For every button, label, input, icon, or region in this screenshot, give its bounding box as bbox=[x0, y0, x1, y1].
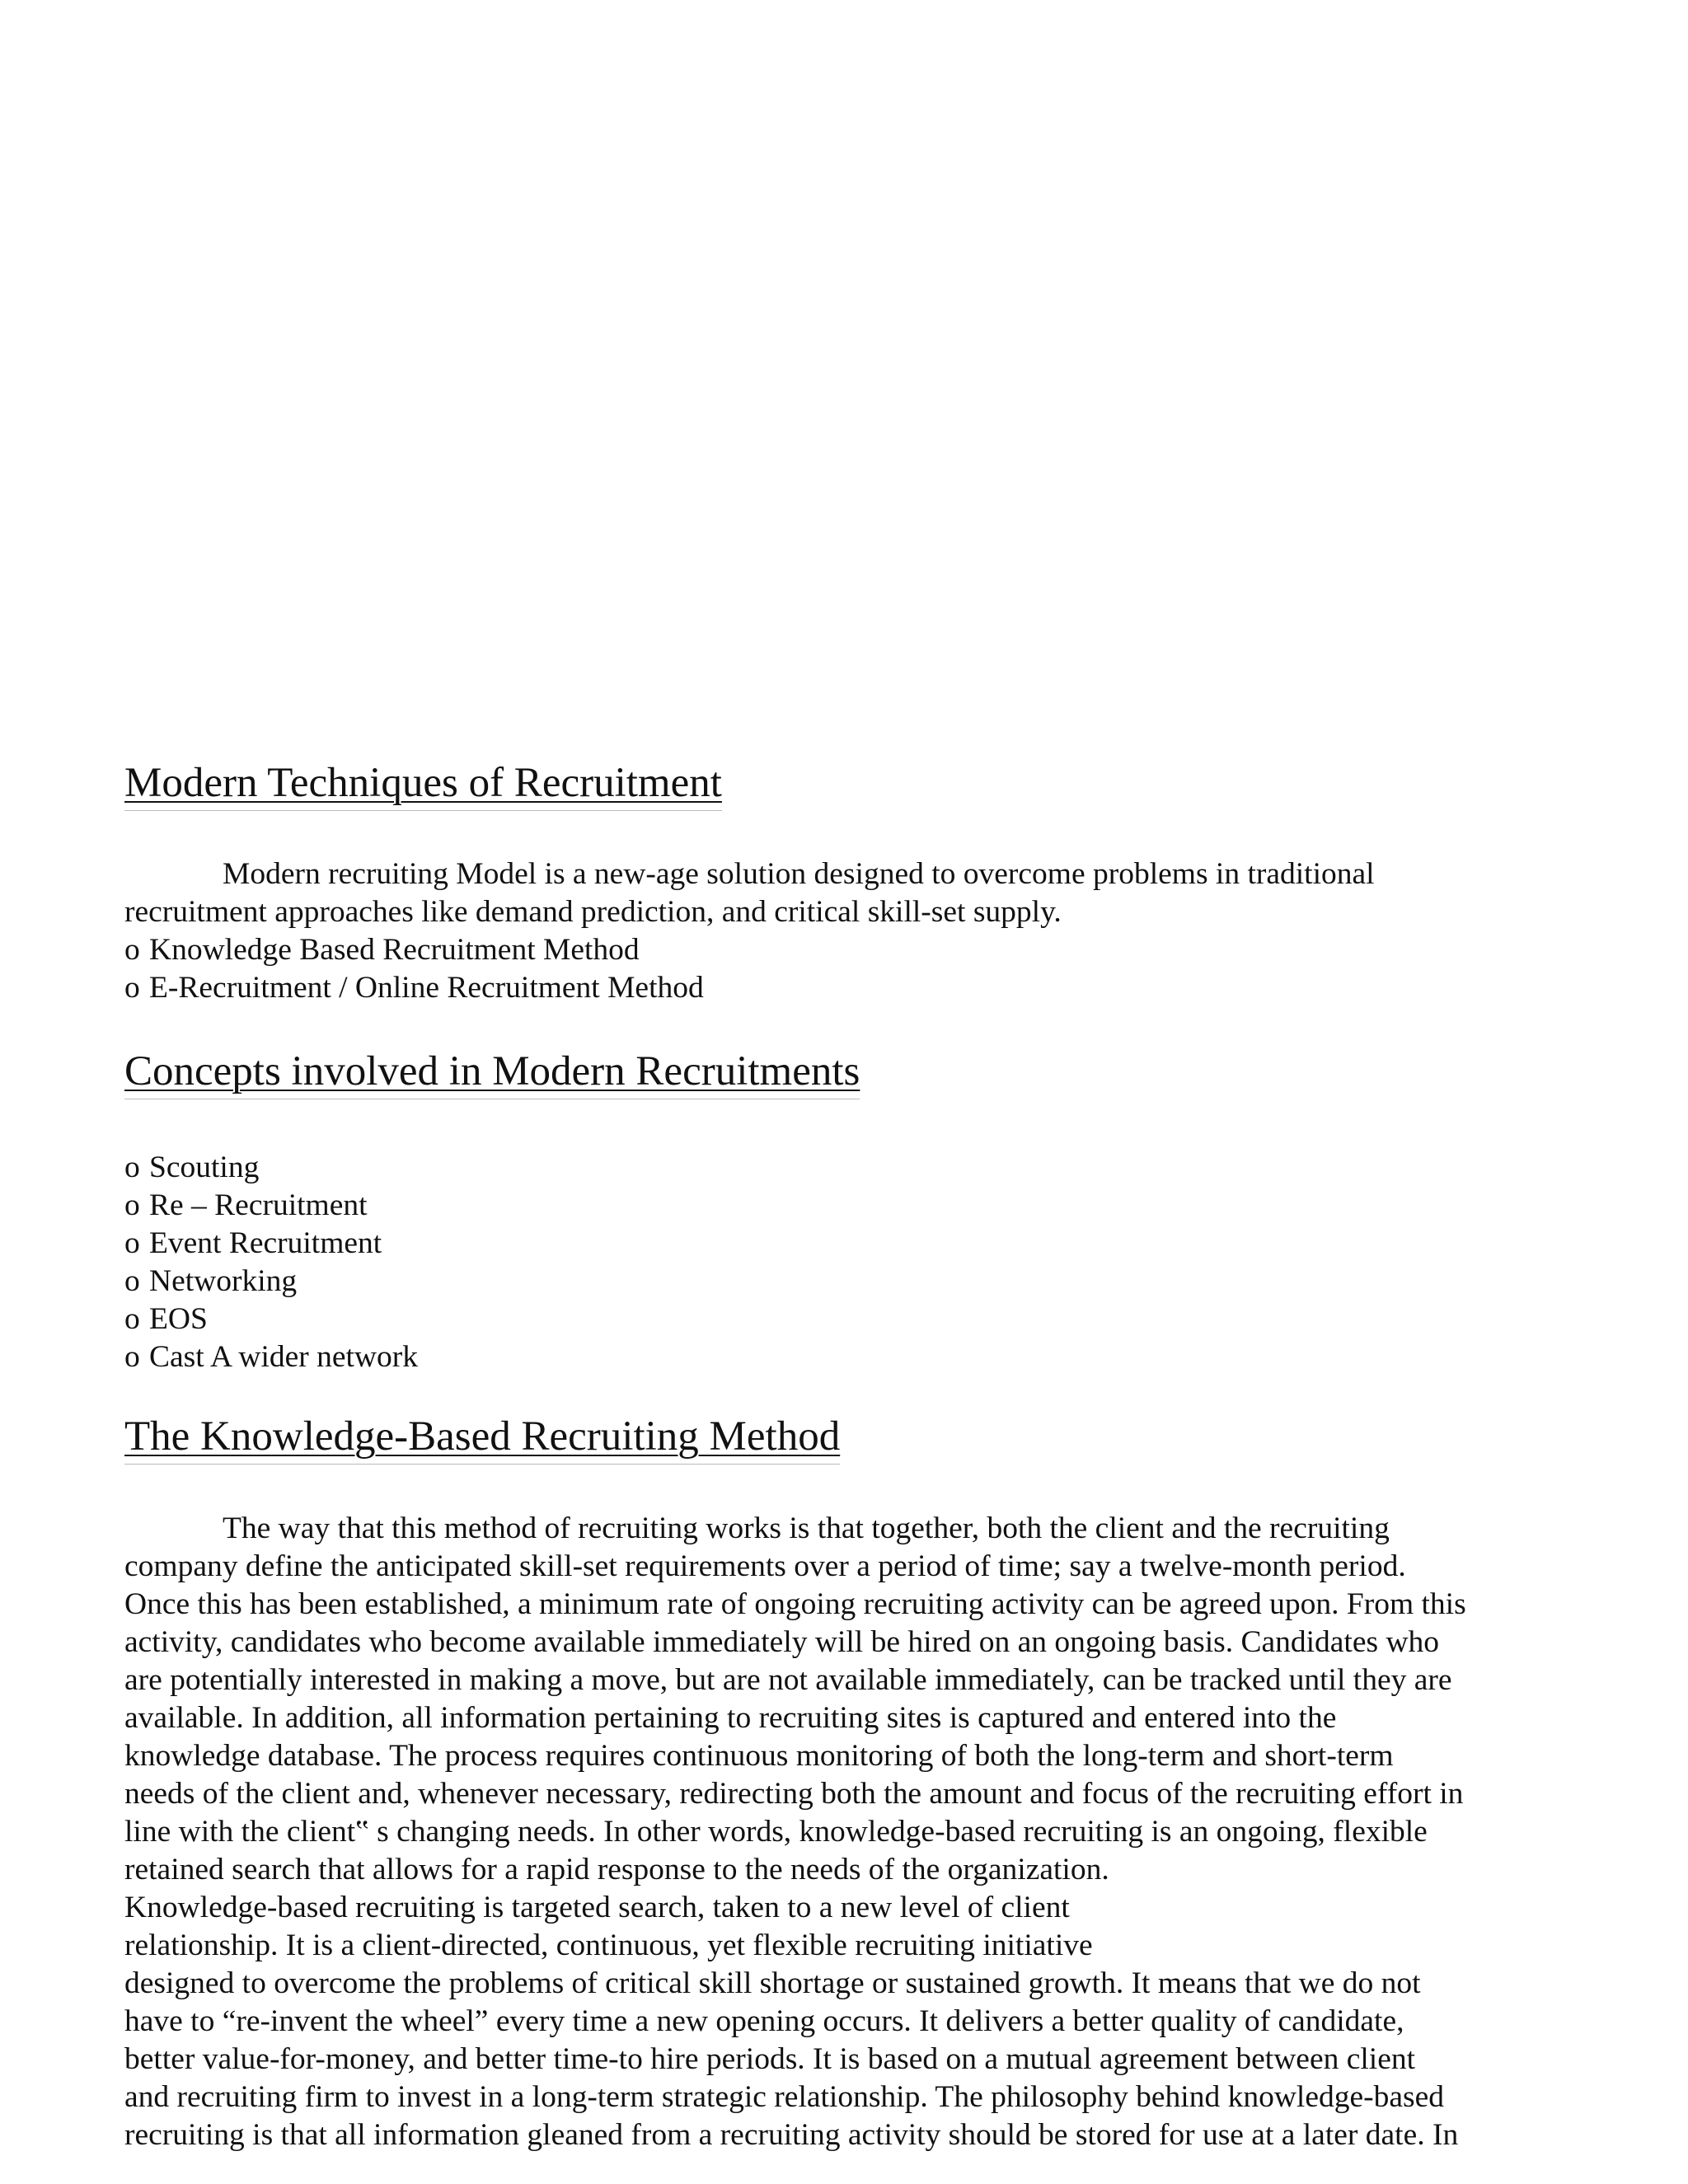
heading-modern-techniques: Modern Techniques of Recruitment bbox=[124, 760, 722, 806]
list-item-text: Event Recruitment bbox=[149, 1226, 382, 1260]
bullet-marker: o bbox=[124, 1340, 140, 1374]
paragraph-line: are potentially interested in making a move, but are not available immediately, can be tracked until they are bbox=[124, 1663, 1452, 1697]
paragraph-line: better value-for-money, and better time-to hire periods. It is based on a mutual agreement between client bbox=[124, 2042, 1416, 2076]
section-modern-techniques bbox=[124, 758, 722, 808]
paragraph-line: company define the anticipated skill-set requirements over a period of time; say a twelve-month period. bbox=[124, 1549, 1406, 1583]
paragraph-line: knowledge database. The process requires continuous monitoring of both the long-term and short-term bbox=[124, 1739, 1394, 1773]
heading-knowledge-based: The Knowledge-Based Recruiting Method bbox=[124, 1413, 841, 1460]
paragraph-line: needs of the client and, whenever necessary, redirecting both the amount and focus of the recruiting effort in bbox=[124, 1777, 1464, 1811]
list-item bbox=[124, 1225, 418, 1263]
paragraph-line: activity, candidates who become available immediately will be hired on an ongoing basis. Candidates who bbox=[124, 1625, 1440, 1659]
list-item-text: E-Recruitment / Online Recruitment Method bbox=[149, 971, 704, 1005]
paragraph-line: designed to overcome the problems of critical skill shortage or sustained growth. It means that we do not bbox=[124, 1966, 1421, 2000]
bullet-marker: o bbox=[124, 1226, 140, 1260]
paragraph-line: recruitment approaches like demand prediction, and critical skill-set supply. bbox=[124, 895, 1062, 929]
list-item-text: Networking bbox=[149, 1264, 298, 1298]
paragraph-modern-model bbox=[124, 855, 1375, 931]
list-item-text: Re – Recruitment bbox=[149, 1188, 368, 1222]
list-item bbox=[124, 931, 704, 969]
list-item bbox=[124, 1263, 418, 1301]
paragraph-line: retained search that allows for a rapid response to the needs of the organization. bbox=[124, 1853, 1109, 1886]
bullet-marker: o bbox=[124, 1264, 140, 1298]
list-item bbox=[124, 969, 704, 1007]
paragraph-line: Modern recruiting Model is a new-age solution designed to overcome problems in traditional bbox=[223, 857, 1375, 891]
list-item-text: Scouting bbox=[149, 1151, 260, 1184]
list-item bbox=[124, 1301, 418, 1338]
list-recruitment-methods bbox=[124, 931, 704, 1007]
paragraph-line: relationship. It is a client-directed, continuous, yet flexible recruiting initiative bbox=[124, 1929, 1093, 1962]
bullet-marker: o bbox=[124, 971, 140, 1005]
list-item bbox=[124, 1149, 418, 1187]
section-concepts bbox=[124, 1047, 860, 1096]
bullet-marker: o bbox=[124, 1188, 140, 1222]
paragraph-line: available. In addition, all information pertaining to recruiting sites is captured and entered into the bbox=[124, 1701, 1337, 1735]
list-item-text: Cast A wider network bbox=[149, 1340, 419, 1374]
paragraph-line: Once this has been established, a minimum rate of ongoing recruiting activity can be agreed upon. From this bbox=[124, 1587, 1466, 1621]
paragraph-knowledge-based bbox=[124, 1510, 1466, 2154]
paragraph-line: line with the client‟ s changing needs. In other words, knowledge-based recruiting is an ongoing, flexible bbox=[124, 1815, 1428, 1849]
list-item bbox=[124, 1187, 418, 1225]
list-item-text: EOS bbox=[149, 1302, 208, 1336]
paragraph-line: and recruiting firm to invest in a long-term strategic relationship. The philosophy behind knowledge-based bbox=[124, 2080, 1445, 2114]
paragraph-line: recruiting is that all information gleaned from a recruiting activity should be stored for use at a later date. In bbox=[124, 2118, 1459, 2152]
list-item bbox=[124, 1338, 418, 1376]
paragraph-line: The way that this method of recruiting works is that together, both the client and the recruiting bbox=[223, 1511, 1390, 1545]
bullet-marker: o bbox=[124, 1302, 140, 1336]
list-item-text: Knowledge Based Recruitment Method bbox=[149, 933, 640, 967]
bullet-marker: o bbox=[124, 933, 140, 967]
paragraph-line: Knowledge-based recruiting is targeted search, taken to a new level of client bbox=[124, 1891, 1070, 1924]
heading-concepts: Concepts involved in Modern Recruitments bbox=[124, 1048, 860, 1094]
list-concepts bbox=[124, 1149, 418, 1376]
section-knowledge-based bbox=[124, 1412, 840, 1461]
paragraph-line: have to “re-invent the wheel” every time a new opening occurs. It delivers a better quality of candidate, bbox=[124, 2004, 1404, 2038]
bullet-marker: o bbox=[124, 1151, 140, 1184]
